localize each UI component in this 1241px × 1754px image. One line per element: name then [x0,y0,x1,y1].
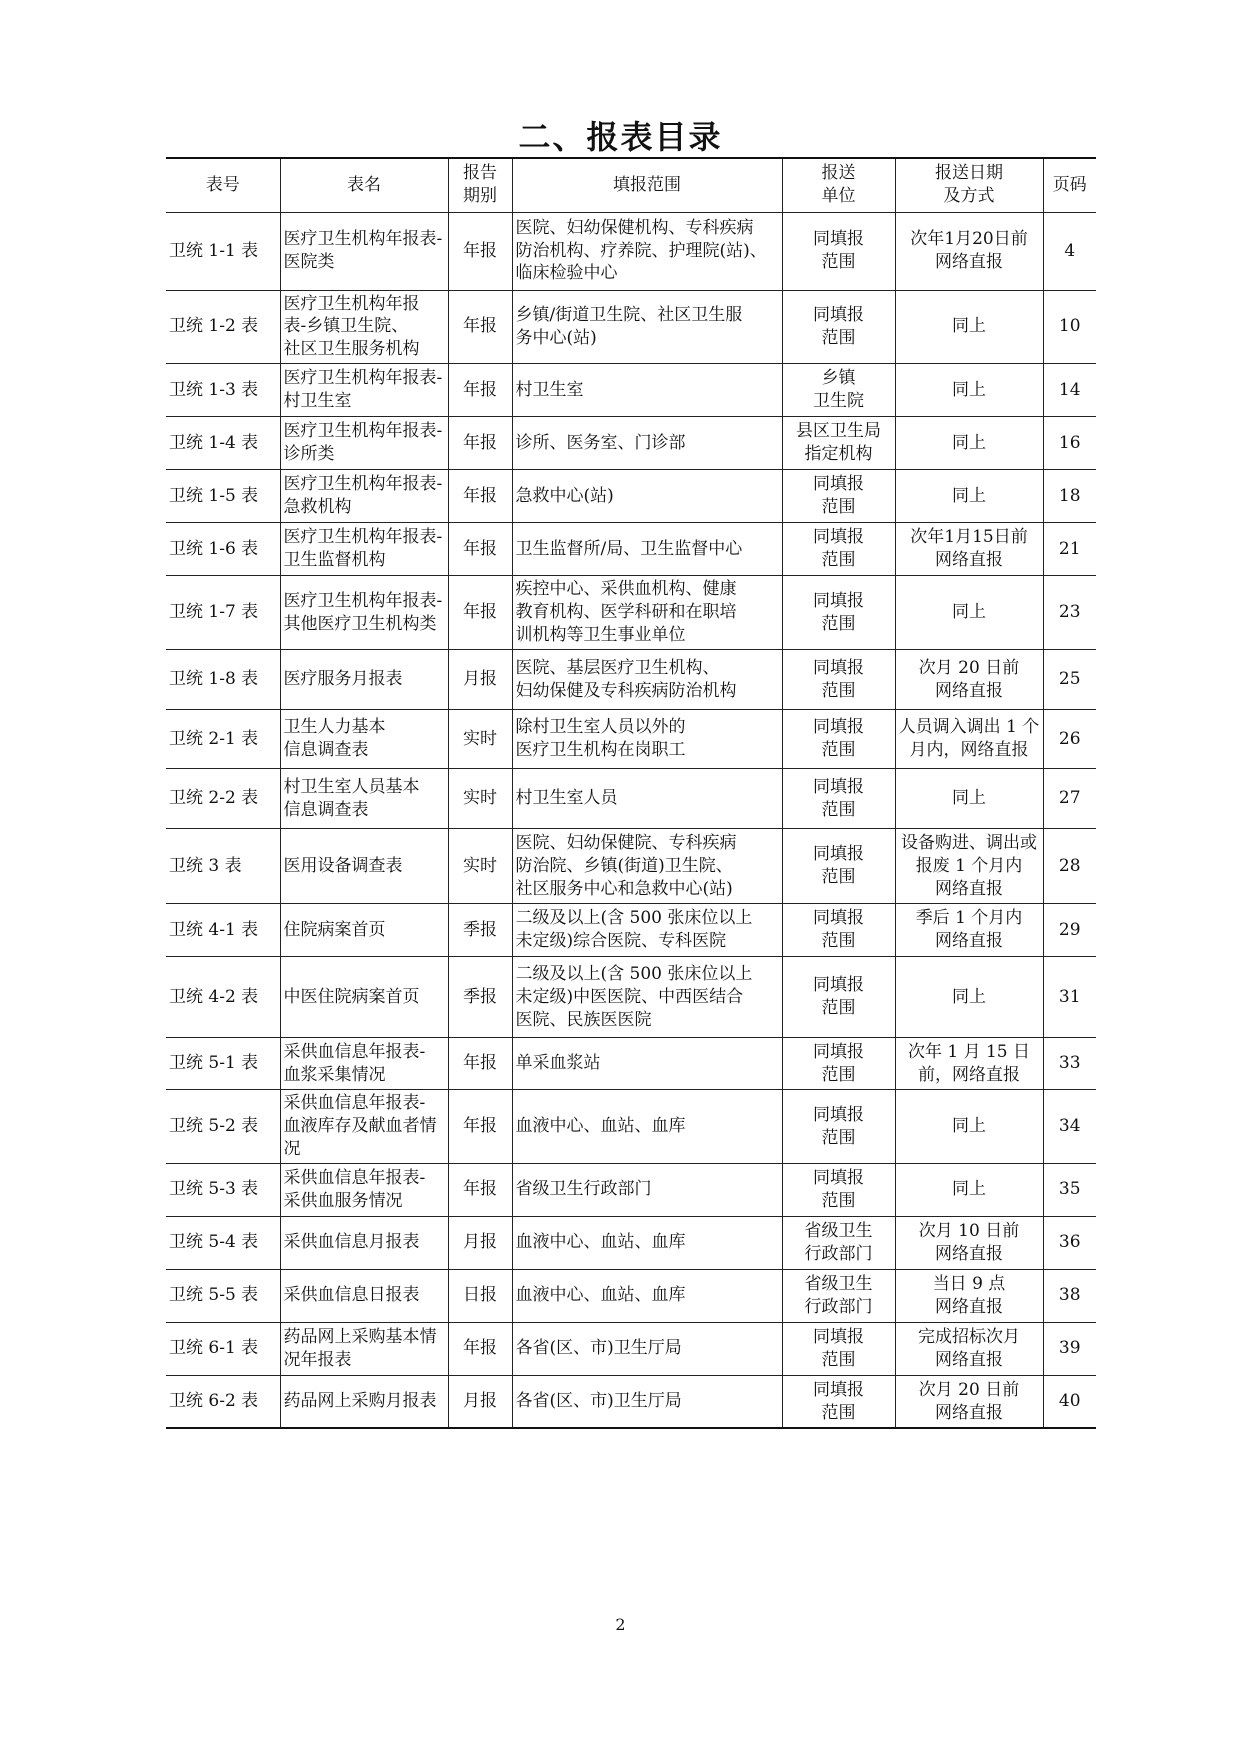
report-code: 卫统 1-5 表 [166,470,280,523]
report-page: 10 [1043,290,1096,364]
report-name: 医疗服务月报表 [280,650,448,710]
report-scope: 医院、妇幼保健院、专科疾病 防治院、乡镇(街道)卫生院、 社区服务中心和急救中心(站) [512,829,782,904]
report-period: 实时 [448,710,512,769]
report-period: 实时 [448,829,512,904]
table-row [166,364,1096,417]
report-scope: 急救中心(站) [512,470,782,523]
report-page: 28 [1043,829,1096,904]
report-date: 同上 [895,957,1043,1038]
report-name: 医疗卫生机构年报表- 急救机构 [280,470,448,523]
report-period: 季报 [448,904,512,957]
report-scope: 乡镇/街道卫生院、社区卫生服 务中心(站) [512,290,782,364]
report-catalog-table [166,157,1096,1429]
report-scope: 血液中心、血站、血库 [512,1216,782,1269]
report-name: 医用设备调查表 [280,829,448,904]
report-page: 18 [1043,470,1096,523]
report-name: 采供血信息月报表 [280,1216,448,1269]
report-code: 卫统 5-4 表 [166,1216,280,1269]
report-scope: 卫生监督所/局、卫生监督中心 [512,523,782,576]
report-period: 月报 [448,650,512,710]
report-code: 卫统 1-6 表 [166,523,280,576]
report-name: 医疗卫生机构年报表- 村卫生室 [280,364,448,417]
report-page: 26 [1043,710,1096,769]
report-unit: 同填报 范围 [782,212,895,290]
table-row [166,710,1096,769]
report-code: 卫统 6-1 表 [166,1322,280,1375]
report-name: 药品网上采购基本情 况年报表 [280,1322,448,1375]
report-unit: 同填报 范围 [782,1163,895,1216]
report-code: 卫统 5-1 表 [166,1038,280,1090]
report-page: 38 [1043,1269,1096,1322]
report-page: 23 [1043,576,1096,650]
report-date: 同上 [895,576,1043,650]
report-period: 年报 [448,1322,512,1375]
page-number: 2 [615,1615,626,1634]
header-name: 表名 [280,158,448,212]
table-row [166,523,1096,576]
header-unit: 报送 单位 [782,158,895,212]
report-scope: 血液中心、血站、血库 [512,1269,782,1322]
report-period: 年报 [448,364,512,417]
report-code: 卫统 4-2 表 [166,957,280,1038]
table-row [166,212,1096,290]
report-date: 季后 1 个月内 网络直报 [895,904,1043,957]
report-page: 31 [1043,957,1096,1038]
header-page: 页码 [1043,158,1096,212]
report-name: 中医住院病案首页 [280,957,448,1038]
report-page: 4 [1043,212,1096,290]
report-date: 当日 9 点 网络直报 [895,1269,1043,1322]
report-scope: 二级及以上(含 500 张床位以上 未定级)中医医院、中西医结合 医院、民族医医院 [512,957,782,1038]
report-code: 卫统 3 表 [166,829,280,904]
report-scope: 血液中心、血站、血库 [512,1090,782,1164]
report-unit: 同填报 范围 [782,470,895,523]
table-row [166,1090,1096,1164]
report-name: 采供血信息日报表 [280,1269,448,1322]
report-date: 同上 [895,1090,1043,1164]
table-row [166,1163,1096,1216]
report-period: 年报 [448,290,512,364]
report-code: 卫统 1-2 表 [166,290,280,364]
table-row [166,650,1096,710]
report-period: 年报 [448,417,512,470]
report-code: 卫统 5-2 表 [166,1090,280,1164]
report-date: 次年1月20日前 网络直报 [895,212,1043,290]
header-code: 表号 [166,158,280,212]
report-scope: 医院、妇幼保健机构、专科疾病 防治机构、疗养院、护理院(站)、 临床检验中心 [512,212,782,290]
report-period: 年报 [448,212,512,290]
report-unit: 同填报 范围 [782,1038,895,1090]
report-unit: 同填报 范围 [782,290,895,364]
table-row [166,829,1096,904]
report-unit: 同填报 范围 [782,1322,895,1375]
report-page: 16 [1043,417,1096,470]
report-date: 同上 [895,769,1043,829]
report-name: 采供血信息年报表- 血浆采集情况 [280,1038,448,1090]
report-period: 实时 [448,769,512,829]
report-period: 年报 [448,523,512,576]
report-unit: 同填报 范围 [782,576,895,650]
report-period: 季报 [448,957,512,1038]
report-scope: 省级卫生行政部门 [512,1163,782,1216]
report-page: 27 [1043,769,1096,829]
report-unit: 同填报 范围 [782,650,895,710]
report-scope: 各省(区、市)卫生厅局 [512,1322,782,1375]
report-period: 日报 [448,1269,512,1322]
report-page: 34 [1043,1090,1096,1164]
report-unit: 同填报 范围 [782,904,895,957]
report-unit: 同填报 范围 [782,769,895,829]
table-row [166,957,1096,1038]
report-code: 卫统 2-2 表 [166,769,280,829]
header-scope: 填报范围 [512,158,782,212]
report-period: 月报 [448,1375,512,1428]
report-date: 同上 [895,1163,1043,1216]
report-scope: 诊所、医务室、门诊部 [512,417,782,470]
table-row [166,290,1096,364]
table-row [166,417,1096,470]
report-scope: 各省(区、市)卫生厅局 [512,1375,782,1428]
report-date: 次年1月15日前 网络直报 [895,523,1043,576]
table-row [166,1375,1096,1428]
report-date: 同上 [895,470,1043,523]
report-date: 次月 20 日前 网络直报 [895,650,1043,710]
report-scope: 医院、基层医疗卫生机构、 妇幼保健及专科疾病防治机构 [512,650,782,710]
report-unit: 同填报 范围 [782,957,895,1038]
report-name: 医疗卫生机构年报 表-乡镇卫生院、 社区卫生服务机构 [280,290,448,364]
report-page: 36 [1043,1216,1096,1269]
report-name: 医疗卫生机构年报表- 诊所类 [280,417,448,470]
report-date: 完成招标次月 网络直报 [895,1322,1043,1375]
report-date: 设备购进、调出或 报废 1 个月内 网络直报 [895,829,1043,904]
report-unit: 同填报 范围 [782,829,895,904]
report-scope: 村卫生室人员 [512,769,782,829]
page-title: 二、报表目录 [518,118,723,156]
report-date: 次月 20 日前 网络直报 [895,1375,1043,1428]
report-date: 次月 10 日前 网络直报 [895,1216,1043,1269]
report-page: 29 [1043,904,1096,957]
report-scope: 村卫生室 [512,364,782,417]
report-scope: 单采血浆站 [512,1038,782,1090]
table-header-row [166,158,1096,212]
report-scope: 疾控中心、采供血机构、健康 教育机构、医学科研和在职培 训机构等卫生事业单位 [512,576,782,650]
table-row [166,576,1096,650]
report-period: 年报 [448,1090,512,1164]
report-code: 卫统 5-5 表 [166,1269,280,1322]
report-date: 次年 1 月 15 日 前，网络直报 [895,1038,1043,1090]
report-code: 卫统 4-1 表 [166,904,280,957]
report-code: 卫统 1-4 表 [166,417,280,470]
report-date: 人员调入调出 1 个 月内，网络直报 [895,710,1043,769]
report-unit: 同填报 范围 [782,523,895,576]
report-name: 药品网上采购月报表 [280,1375,448,1428]
report-page: 14 [1043,364,1096,417]
report-period: 月报 [448,1216,512,1269]
report-name: 村卫生室人员基本 信息调查表 [280,769,448,829]
report-period: 年报 [448,470,512,523]
report-page: 25 [1043,650,1096,710]
report-date: 同上 [895,290,1043,364]
report-code: 卫统 1-3 表 [166,364,280,417]
report-page: 40 [1043,1375,1096,1428]
table-row [166,1038,1096,1090]
report-unit: 同填报 范围 [782,1375,895,1428]
report-period: 年报 [448,576,512,650]
report-name: 医疗卫生机构年报表- 其他医疗卫生机构类 [280,576,448,650]
report-unit: 县区卫生局 指定机构 [782,417,895,470]
report-code: 卫统 1-8 表 [166,650,280,710]
report-code: 卫统 1-7 表 [166,576,280,650]
report-page: 39 [1043,1322,1096,1375]
table-row [166,470,1096,523]
report-code: 卫统 6-2 表 [166,1375,280,1428]
report-name: 医疗卫生机构年报表- 医院类 [280,212,448,290]
report-unit: 同填报 范围 [782,1090,895,1164]
report-code: 卫统 2-1 表 [166,710,280,769]
report-date: 同上 [895,364,1043,417]
table-row [166,904,1096,957]
report-name: 采供血信息年报表- 血液库存及献血者情况 [280,1090,448,1164]
report-page: 21 [1043,523,1096,576]
header-period: 报告 期别 [448,158,512,212]
report-code: 卫统 5-3 表 [166,1163,280,1216]
header-date: 报送日期 及方式 [895,158,1043,212]
report-unit: 乡镇 卫生院 [782,364,895,417]
table-row [166,769,1096,829]
table-row [166,1322,1096,1375]
table-row [166,1269,1096,1322]
report-scope: 除村卫生室人员以外的 医疗卫生机构在岗职工 [512,710,782,769]
report-name: 住院病案首页 [280,904,448,957]
report-name: 采供血信息年报表- 采供血服务情况 [280,1163,448,1216]
report-name: 医疗卫生机构年报表- 卫生监督机构 [280,523,448,576]
report-name: 卫生人力基本 信息调查表 [280,710,448,769]
report-scope: 二级及以上(含 500 张床位以上 未定级)综合医院、专科医院 [512,904,782,957]
report-unit: 同填报 范围 [782,710,895,769]
report-period: 年报 [448,1038,512,1090]
report-date: 同上 [895,417,1043,470]
report-unit: 省级卫生 行政部门 [782,1216,895,1269]
report-page: 35 [1043,1163,1096,1216]
table-row [166,1216,1096,1269]
report-unit: 省级卫生 行政部门 [782,1269,895,1322]
report-code: 卫统 1-1 表 [166,212,280,290]
report-period: 年报 [448,1163,512,1216]
report-page: 33 [1043,1038,1096,1090]
